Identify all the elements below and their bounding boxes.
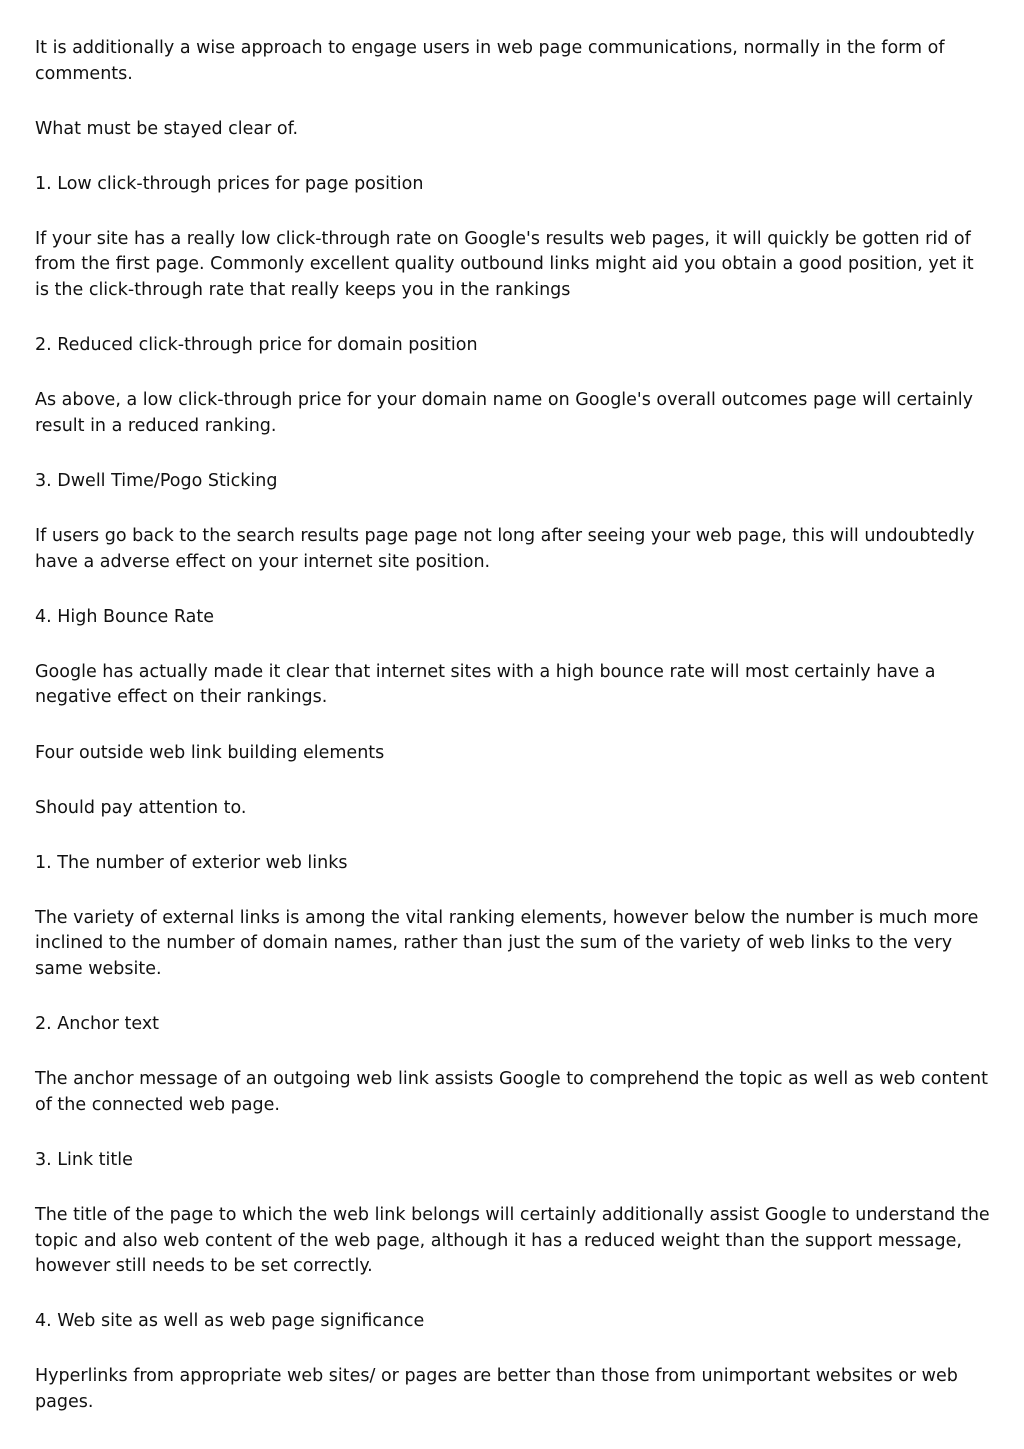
paragraph-low-ctr-domain-detail: As above, a low click-through price for your domain name on Google's overall outcomes page will certainly result in a reduced ranking.	[35, 390, 974, 436]
paragraph-item-dwell-time: 3. Dwell Time/Pogo Sticking	[35, 470, 278, 491]
paragraph-external-links-detail: The variety of external links is among the vital ranking elements, however below the number is much more inclined to the number of domain names, rather than just the sum of the variety of web links to the very same website.	[35, 907, 979, 979]
paragraph-relevance-detail: Hyperlinks from appropriate web sites/ or pages are better than those from unimportant websites or web pages.	[35, 1366, 958, 1412]
paragraph-item-low-ctr-domain: 2. Reduced click-through price for domain position	[35, 335, 478, 356]
paragraph-link-building-heading: Four outside web link building elements	[35, 742, 385, 763]
paragraph-item-low-ctr-page: 1. Low click-through prices for page position	[35, 173, 424, 194]
paragraph-low-ctr-page-detail: If your site has a really low click-through rate on Google's results web pages, it will quickly be gotten rid of from the first page. Commonly excellent quality outbound links might aid you obtain a good position, yet it is the click-through rate that really keeps you in the rankings	[35, 228, 974, 301]
paragraph-link-title-detail: The title of the page to which the web link belongs will certainly additionally assist Google to understand the topic and also web content of the web page, although it has a reduced weight than the support message, however still needs to be set correctly.	[35, 1204, 990, 1277]
paragraph-engage-users: It is additionally a wise approach to engage users in web page communications, normally in the form of comments.	[35, 38, 945, 84]
paragraph-anchor-text-detail: The anchor message of an outgoing web link assists Google to comprehend the topic as well as web content of the connected web page.	[35, 1069, 988, 1115]
paragraph-attention: Should pay attention to.	[35, 797, 247, 818]
paragraph-avoid-heading: What must be stayed clear of.	[35, 118, 299, 139]
document-body	[35, 36, 993, 1445]
paragraph-item-bounce-rate: 4. High Bounce Rate	[35, 606, 215, 627]
paragraph-item-anchor-text: 2. Anchor text	[35, 1014, 160, 1035]
paragraph-bounce-rate-detail: Google has actually made it clear that internet sites with a high bounce rate will most certainly have a negative effect on their rankings.	[35, 661, 936, 708]
paragraph-item-external-links: 1. The number of exterior web links	[35, 852, 348, 873]
paragraph-item-relevance: 4. Web site as well as web page significance	[35, 1311, 425, 1332]
paragraph-item-link-title: 3. Link title	[35, 1149, 133, 1170]
paragraph-dwell-time-detail: If users go back to the search results page page not long after seeing your web page, this will undoubtedly have a adverse effect on your internet site position.	[35, 526, 975, 572]
